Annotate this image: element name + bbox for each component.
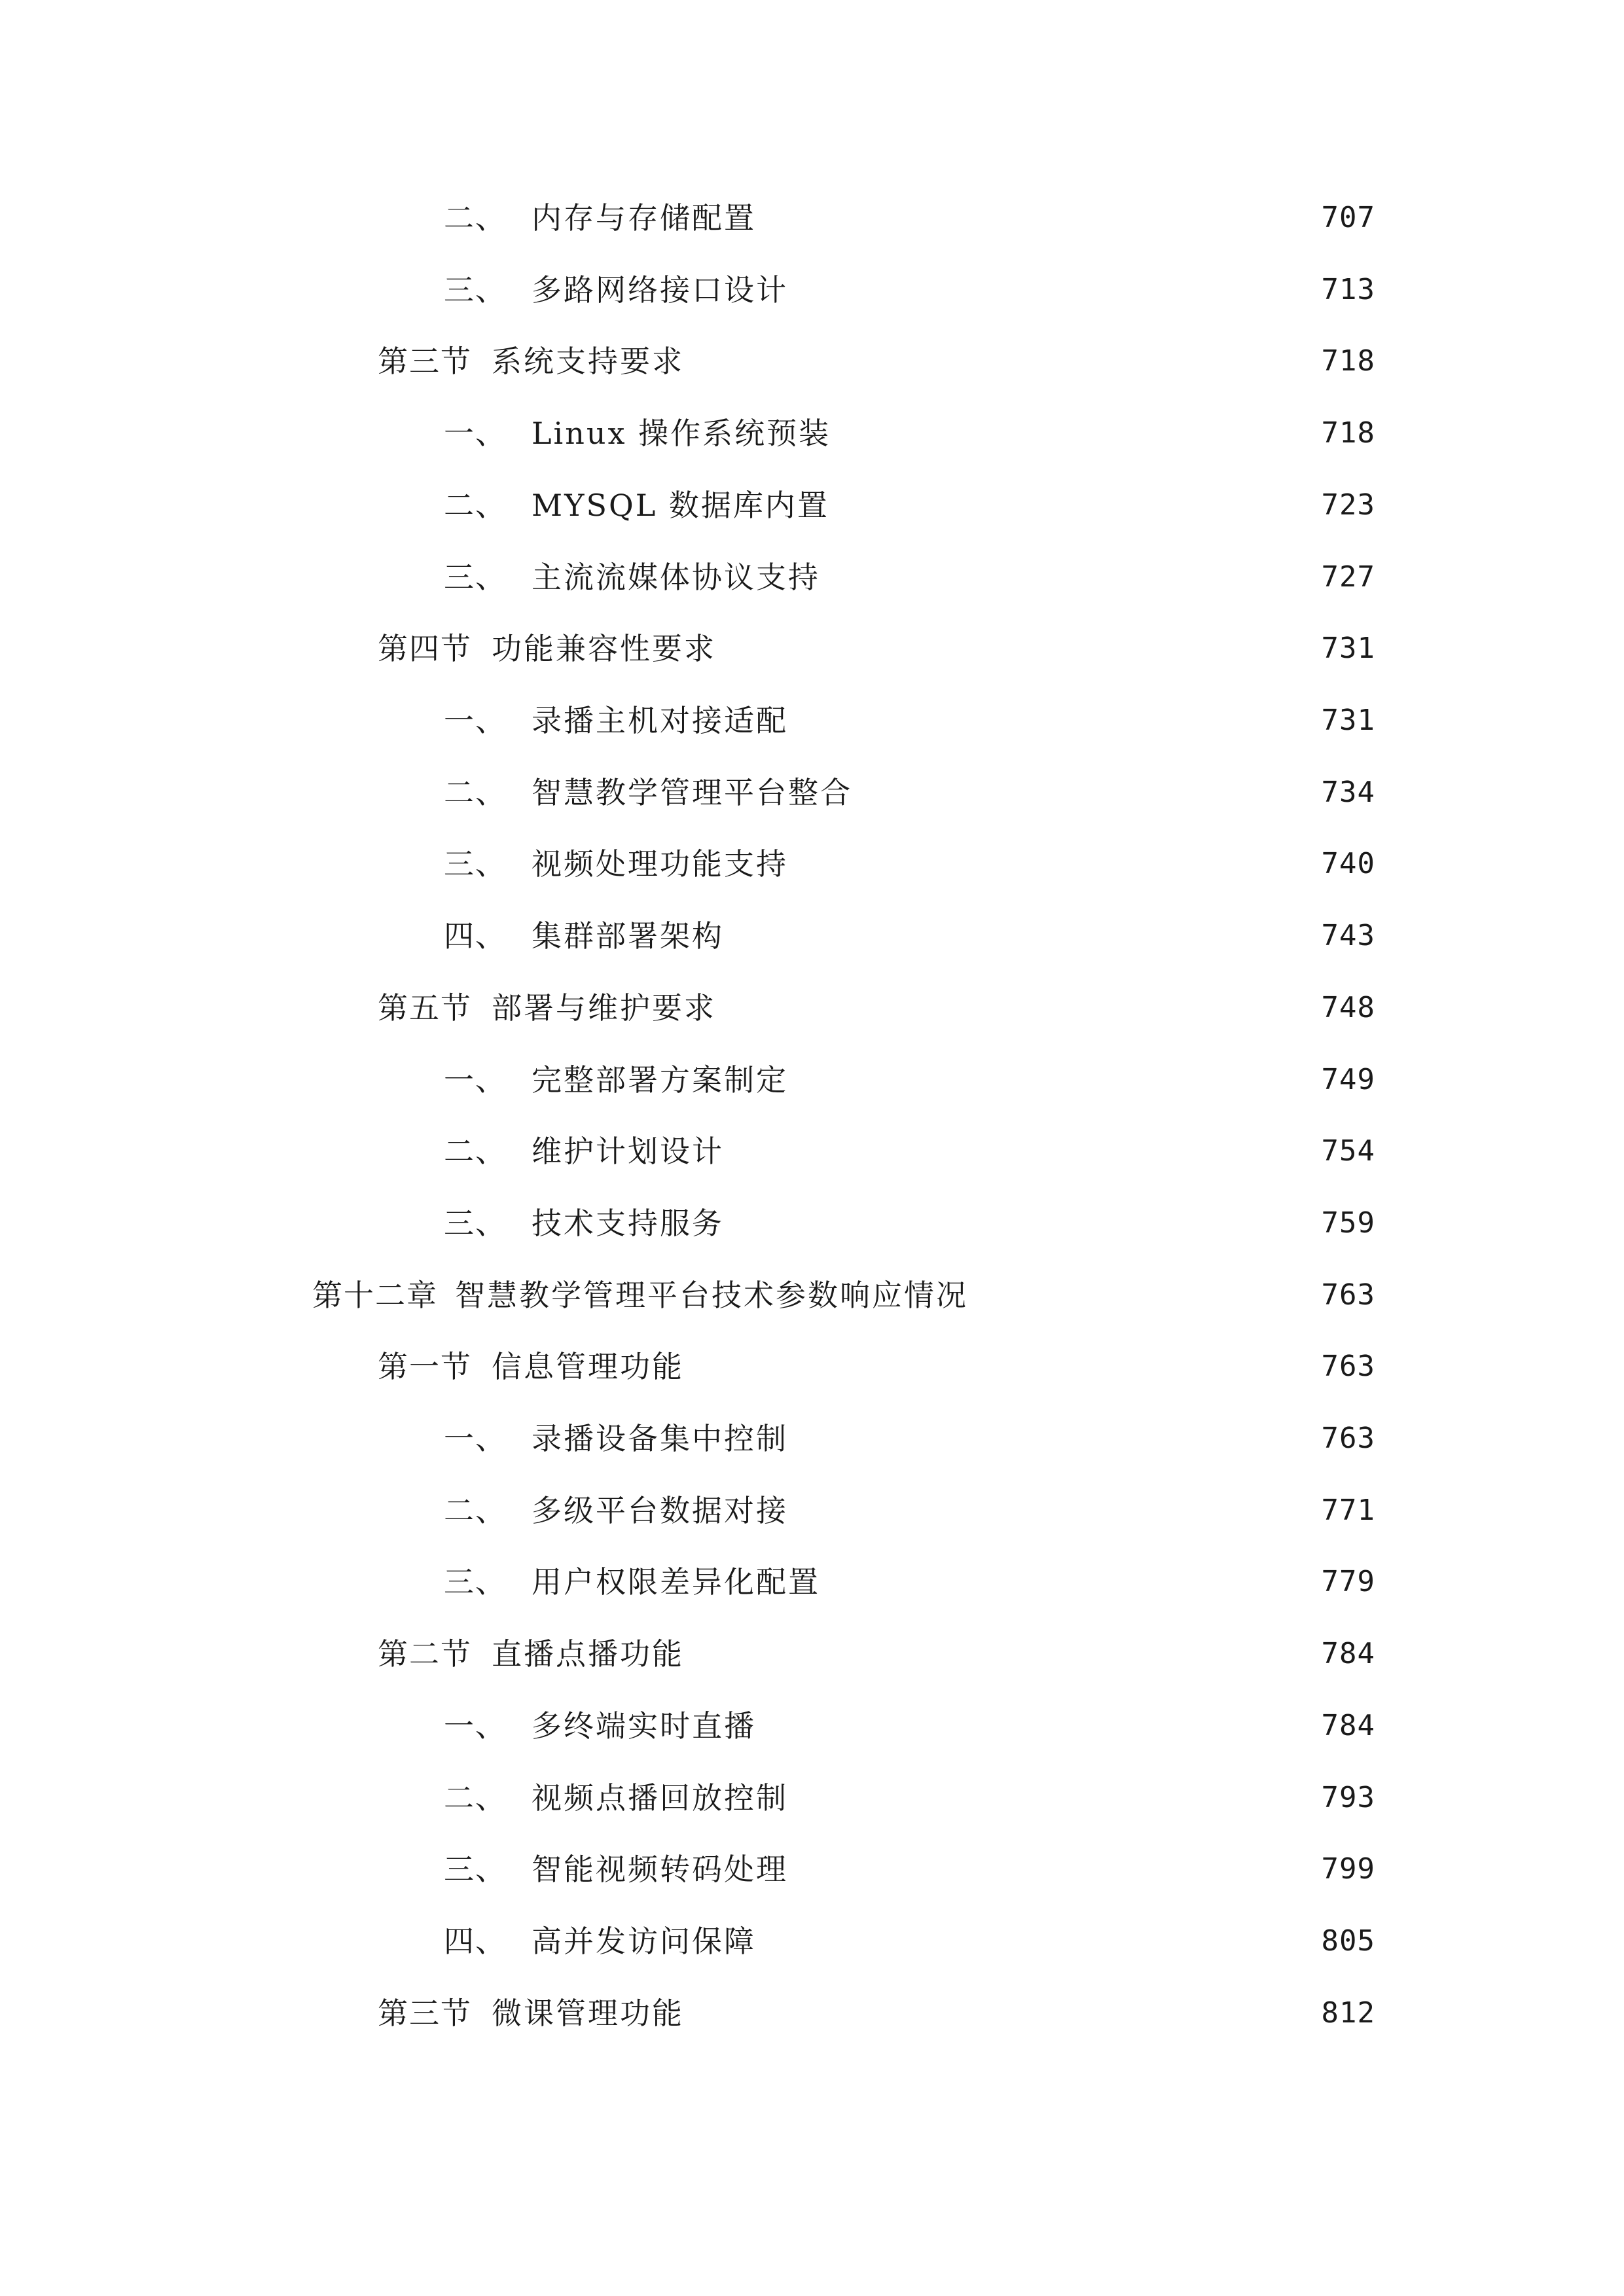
toc-entry-title: 多路网络接口设计 [532, 272, 788, 308]
toc-entry-page: 771 [1321, 1494, 1375, 1527]
toc-leader-dots [831, 1556, 1302, 1608]
toc-leader-dots [695, 1628, 1302, 1680]
toc-entry-number: 三、 [444, 1852, 507, 1887]
toc-entry-title: Linux 操作系统预装 [532, 416, 831, 451]
toc-entry-title: 多级平台数据对接 [532, 1493, 788, 1528]
toc-entry[interactable] [0, 1197, 1624, 1249]
toc-leader-dots [734, 1125, 1302, 1177]
toc-entry-number: 第十二章 [312, 1278, 438, 1313]
toc-entry-title: 集群部署架构 [532, 918, 724, 954]
toc-entry[interactable] [0, 1700, 1624, 1752]
toc-entry-number: 二、 [444, 200, 507, 236]
toc-leader-dots [831, 551, 1302, 603]
toc-entry-page: 718 [1321, 344, 1375, 378]
toc-entry[interactable] [0, 622, 1624, 675]
toc-entry[interactable] [0, 551, 1624, 603]
toc-entry-page: 812 [1321, 1996, 1375, 2030]
toc-entry-page: 749 [1321, 1063, 1375, 1096]
toc-entry-number: 一、 [444, 1062, 507, 1098]
toc-entry-title: 录播设备集中控制 [532, 1421, 788, 1456]
toc-leader-dots [863, 766, 1302, 819]
toc-entry-title: 高并发访问保障 [532, 1924, 756, 1959]
toc-entry-title: 智慧教学管理平台整合 [532, 775, 852, 810]
toc-entry-page: 779 [1321, 1565, 1375, 1598]
toc-entry[interactable] [0, 1125, 1624, 1177]
toc-entry-number: 第二节 [378, 1636, 472, 1672]
toc-entry[interactable] [0, 264, 1624, 316]
toc-entry-number: 第一节 [378, 1349, 472, 1384]
toc-entry-title: 视频处理功能支持 [532, 846, 788, 882]
toc-entry-number: 四、 [444, 918, 507, 954]
toc-entry-number: 二、 [444, 488, 507, 523]
toc-entry-page: 740 [1321, 847, 1375, 880]
toc-leader-dots [695, 335, 1302, 387]
toc-entry-page: 805 [1321, 1924, 1375, 1958]
toc-entry[interactable] [0, 1556, 1624, 1608]
toc-entry-title: 功能兼容性要求 [492, 631, 716, 666]
toc-entry-title: 多终端实时直播 [532, 1708, 756, 1744]
toc-entry-page: 799 [1321, 1852, 1375, 1886]
toc-entry-number: 一、 [444, 1421, 507, 1456]
toc-leader-dots [727, 622, 1302, 675]
toc-entry[interactable] [0, 192, 1624, 244]
toc-entry[interactable] [0, 1843, 1624, 1895]
toc-entry-title: 完整部署方案制定 [532, 1062, 788, 1098]
toc-entry[interactable] [0, 407, 1624, 459]
toc-entry-number: 三、 [444, 1206, 507, 1241]
toc-entry[interactable] [0, 766, 1624, 819]
toc-entry-number: 三、 [444, 1564, 507, 1600]
toc-entry-page: 731 [1321, 704, 1375, 737]
toc-entry[interactable] [0, 1054, 1624, 1106]
toc-entry-page: 713 [1321, 273, 1375, 306]
toc-leader-dots [799, 1484, 1302, 1537]
toc-leader-dots [799, 1054, 1302, 1106]
toc-entry-title: 录播主机对接适配 [532, 703, 788, 738]
toc-leader-dots [979, 1269, 1302, 1321]
toc-entry[interactable] [0, 1987, 1624, 2039]
toc-entry[interactable] [0, 335, 1624, 387]
toc-entry-title: 系统支持要求 [492, 344, 684, 379]
toc-entry-page: 723 [1321, 488, 1375, 522]
toc-entry-page: 707 [1321, 201, 1375, 234]
toc-entry-number: 二、 [444, 1134, 507, 1169]
toc-leader-dots [695, 1987, 1302, 2039]
toc-entry[interactable] [0, 1340, 1624, 1393]
toc-entry-number: 三、 [444, 560, 507, 595]
toc-entry-number: 一、 [444, 703, 507, 738]
toc-entry-number: 一、 [444, 416, 507, 451]
toc-leader-dots [767, 1700, 1302, 1752]
toc-entry[interactable] [0, 1269, 1624, 1321]
toc-leader-dots [695, 1340, 1302, 1393]
toc-leader-dots [767, 192, 1302, 244]
toc-entry-page: 718 [1321, 416, 1375, 450]
toc-entry-title: 微课管理功能 [492, 1996, 684, 2031]
toc-entry-number: 二、 [444, 775, 507, 810]
toc-leader-dots [799, 1412, 1302, 1465]
toc-entry-title: 主流流媒体协议支持 [532, 560, 820, 595]
toc-entry-title: 视频点播回放控制 [532, 1780, 788, 1816]
toc-entry-number: 第四节 [378, 631, 472, 666]
toc-entry-page: 784 [1321, 1637, 1375, 1670]
toc-entry-title: 内存与存储配置 [532, 200, 756, 236]
toc-entry-number: 四、 [444, 1924, 507, 1959]
toc-leader-dots [799, 264, 1302, 316]
toc-entry-page: 748 [1321, 991, 1375, 1024]
toc-entry-title: 技术支持服务 [532, 1206, 724, 1241]
toc-entry[interactable] [0, 1484, 1624, 1537]
toc-leader-dots [799, 694, 1302, 747]
toc-leader-dots [799, 1843, 1302, 1895]
toc-entry-number: 第三节 [378, 344, 472, 379]
toc-entry-title: 智慧教学管理平台技术参数响应情况 [455, 1278, 968, 1313]
toc-entry-page: 763 [1321, 1278, 1375, 1312]
toc-leader-dots [841, 407, 1302, 459]
toc-entry-page: 727 [1321, 560, 1375, 594]
toc-leader-dots [734, 1197, 1302, 1249]
toc-entry-page: 793 [1321, 1781, 1375, 1814]
toc-entry-number: 二、 [444, 1493, 507, 1528]
toc-entry-title: 维护计划设计 [532, 1134, 724, 1169]
toc-entry-number: 第五节 [378, 990, 472, 1026]
toc-entry-number: 二、 [444, 1780, 507, 1816]
toc-entry[interactable] [0, 838, 1624, 890]
toc-entry-title: 智能视频转码处理 [532, 1852, 788, 1887]
toc-entry-number: 一、 [444, 1708, 507, 1744]
toc-entry[interactable] [0, 1772, 1624, 1824]
toc-entry[interactable] [0, 982, 1624, 1034]
toc-entry-number: 三、 [444, 846, 507, 882]
toc-entry[interactable] [0, 1915, 1624, 1967]
toc-leader-dots [767, 1915, 1302, 1967]
toc-leader-dots [840, 479, 1302, 531]
toc-entry-page: 731 [1321, 632, 1375, 665]
toc-entry[interactable] [0, 910, 1624, 962]
toc-entry[interactable] [0, 1628, 1624, 1680]
toc-entry-title: 直播点播功能 [492, 1636, 684, 1672]
toc-entry[interactable] [0, 479, 1624, 531]
toc-entry-number: 第三节 [378, 1996, 472, 2031]
toc-entry-page: 743 [1321, 919, 1375, 952]
toc-entry-title: 信息管理功能 [492, 1349, 684, 1384]
toc-entry-page: 734 [1321, 776, 1375, 809]
toc-entry-page: 759 [1321, 1206, 1375, 1240]
toc-entry[interactable] [0, 1412, 1624, 1465]
toc-leader-dots [727, 982, 1302, 1034]
toc-entry-page: 784 [1321, 1709, 1375, 1742]
toc-leader-dots [734, 910, 1302, 962]
toc-entry[interactable] [0, 694, 1624, 747]
toc-entry-page: 763 [1321, 1350, 1375, 1383]
toc-leader-dots [799, 838, 1302, 890]
toc-entry-title: MYSQL 数据库内置 [532, 488, 829, 523]
toc-entry-number: 三、 [444, 272, 507, 308]
toc-entry-page: 754 [1321, 1134, 1375, 1168]
toc-entry-page: 763 [1321, 1422, 1375, 1455]
toc-entry-title: 用户权限差异化配置 [532, 1564, 820, 1600]
toc-leader-dots [799, 1772, 1302, 1824]
toc-entry-title: 部署与维护要求 [492, 990, 716, 1026]
